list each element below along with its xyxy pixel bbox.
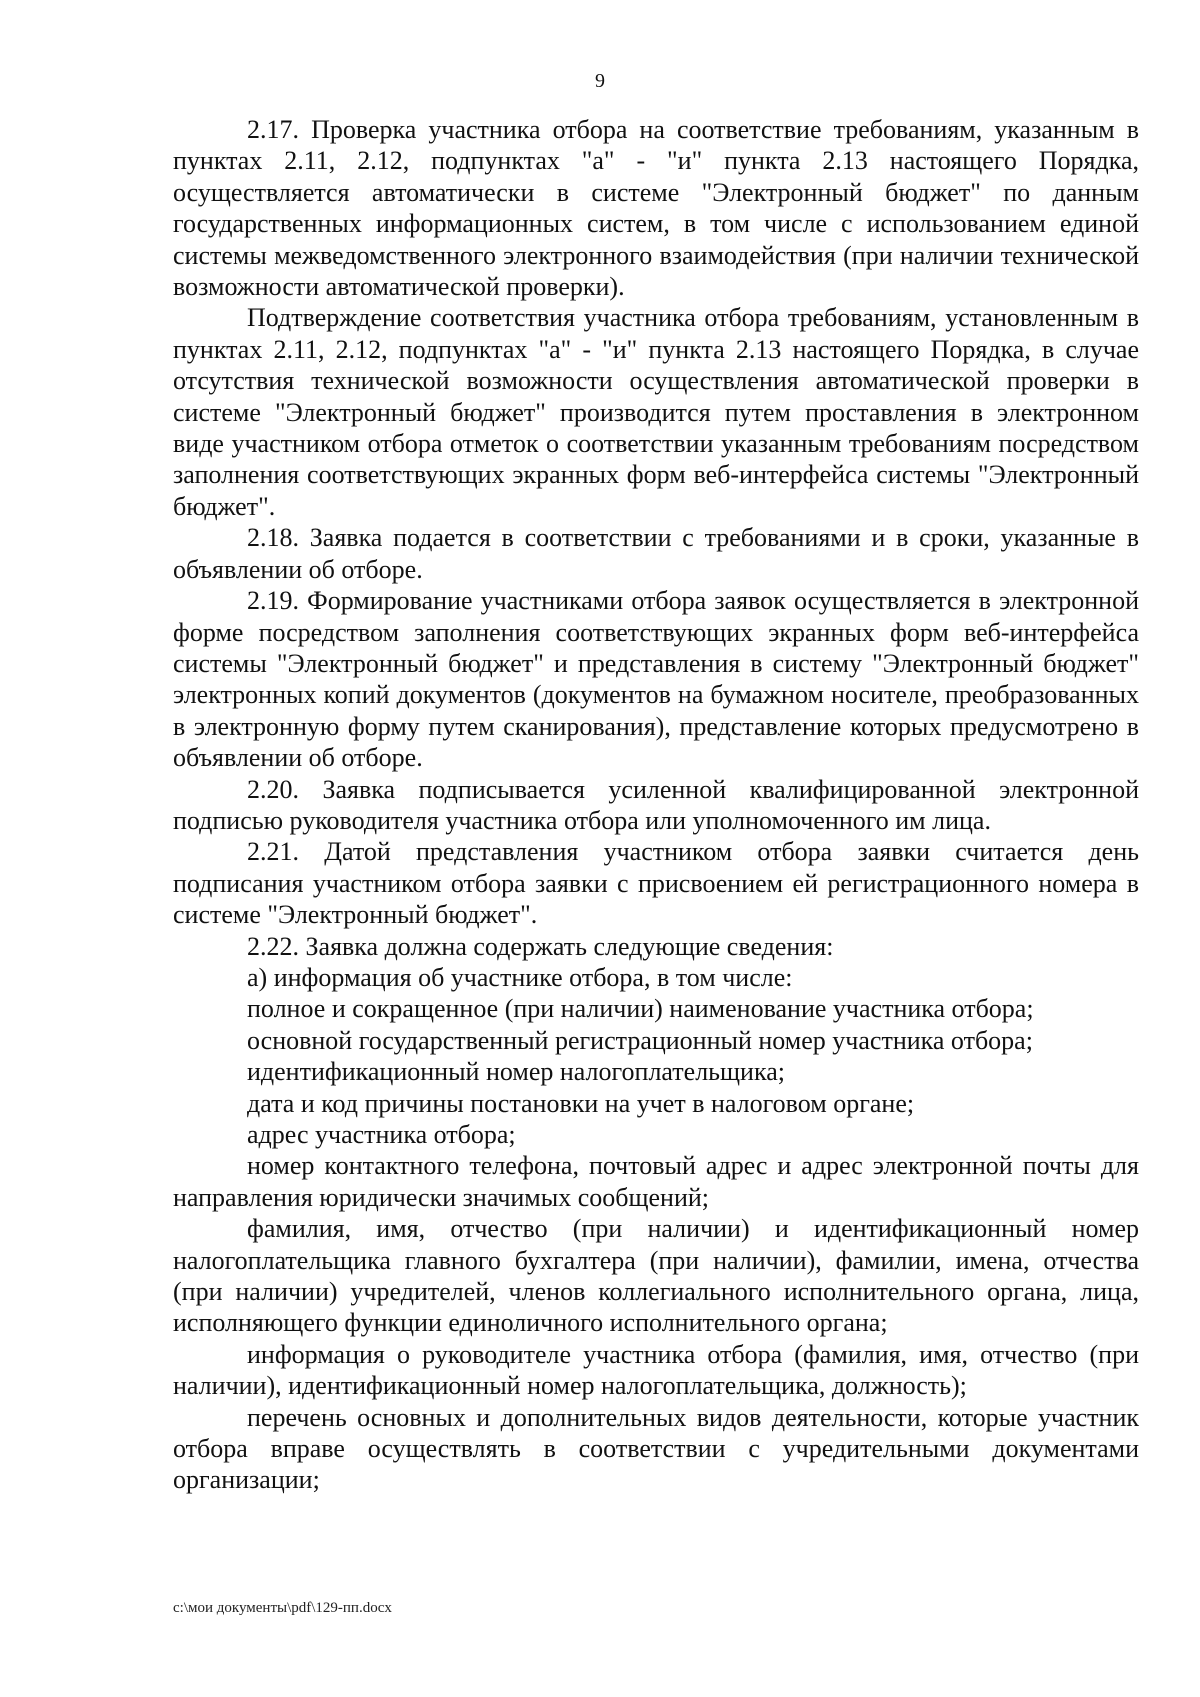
list-item-contacts: номер контактного телефона, почтовый адрес и адрес электронной почты для направления юридически значимых сообщений; bbox=[173, 1151, 1139, 1212]
list-item-ogrn: основной государственный регистрационный номер участника отбора; bbox=[247, 1025, 1033, 1055]
file-path-footer: c:\мои документы\pdf\129-пп.docx bbox=[173, 1600, 392, 1616]
paragraph-2-17: 2.17. Проверка участника отбора на соответствие требованиям, указанным в пунктах 2.11, 2.12, подпунктах "а" - "и" пункта 2.13 настоящего Порядка, осуществляется автоматически в системе "Электронный бюджет" по данным государственных информационных систем, в том числе с использованием единой системы межведомственного электронного взаимодействия (при наличии технической возможности автоматической проверки). bbox=[173, 115, 1139, 302]
paragraph-2-20: 2.20. Заявка подписывается усиленной квалифицированной электронной подписью руководителя участника отбора или уполномоченного им лица. bbox=[173, 774, 1139, 835]
list-item-inn: идентификационный номер налогоплательщика; bbox=[247, 1057, 785, 1087]
list-item-director: информация о руководителе участника отбора (фамилия, имя, отчество (при наличии), идентификационный номер налогоплательщика, должность); bbox=[173, 1339, 1139, 1401]
list-item-kpp: дата и код причины постановки на учет в налоговом органе; bbox=[247, 1088, 915, 1118]
paragraph-2-21: 2.21. Датой представления участником отбора заявки считается день подписания участником отбора заявки с присвоением ей регистрационного номера в системе "Электронный бюджет". bbox=[173, 837, 1139, 930]
list-item-a: а) информация об участнике отбора, в том числе: bbox=[247, 962, 793, 992]
paragraph-2-18: 2.18. Заявка подается в соответствии с требованиями и в сроки, указанные в объявлении об отборе. bbox=[173, 523, 1139, 584]
list-item-address: адрес участника отбора; bbox=[247, 1120, 516, 1149]
page-number: 9 bbox=[595, 70, 605, 92]
list-item-activities: перечень основных и дополнительных видов деятельности, которые участник отбора вправе осуществлять в соответствии с учредительными документами организации; bbox=[173, 1402, 1139, 1495]
document-body bbox=[173, 114, 1139, 1496]
list-item-founders: фамилия, имя, отчество (при наличии) и идентификационный номер налогоплательщика главного бухгалтера (при наличии), фамилии, имена, отчества (при наличии) учредителей, членов коллегиального исполнительного органа, лица, исполняющего функции единоличного исполнительного органа; bbox=[173, 1214, 1139, 1338]
paragraph-2-19: 2.19. Формирование участниками отбора заявок осуществляется в электронной форме посредством заполнения соответствующих экранных форм веб-интерфейса системы "Электронный бюджет" и представления в систему "Электронный бюджет" электронных копий документов (документов на бумажном носителе, преобразованных в электронную форму путем сканирования), представление которых предусмотрено в объявлении об отборе. bbox=[173, 586, 1139, 773]
paragraph-confirmation: Подтверждение соответствия участника отбора требованиям, установленным в пунктах 2.11, 2.12, подпунктах "а" - "и" пункта 2.13 настоящего Порядка, в случае отсутствия технической возможности осуществления автоматической проверки в системе "Электронный бюджет" производится путем проставления в электронном виде участником отбора отметок о соответствии указанным требованиям посредством заполнения соответствующих экранных форм веб-интерфейса системы "Электронный бюджет". bbox=[173, 303, 1139, 521]
paragraph-2-22: 2.22. Заявка должна содержать следующие сведения: bbox=[247, 931, 834, 961]
list-item-name: полное и сокращенное (при наличии) наименование участника отбора; bbox=[247, 994, 1034, 1024]
